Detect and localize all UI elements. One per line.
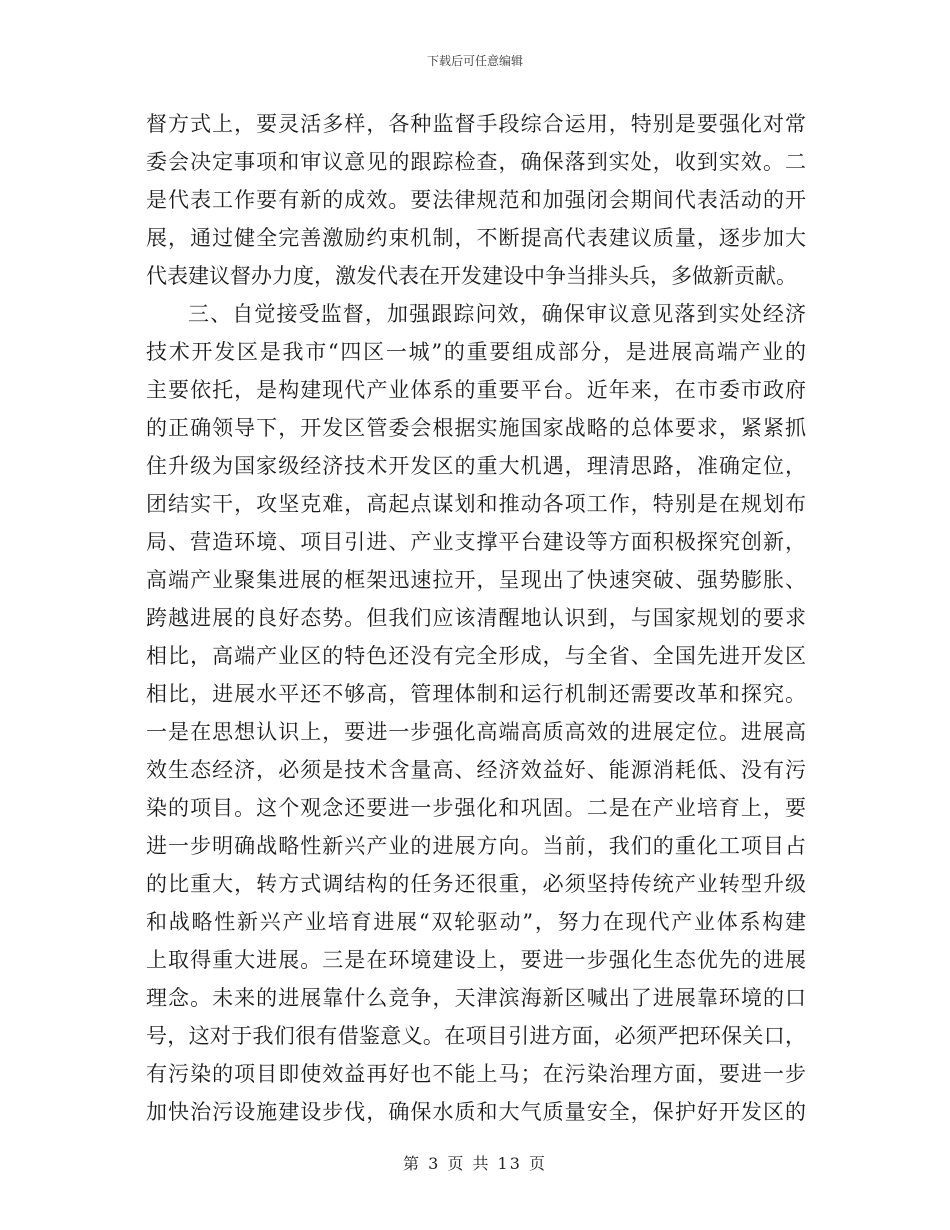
text-line: 局、营造环境、项目引进、产业支撑平台建设等方面积极探究创新， [146,530,806,554]
document-body [146,105,806,1131]
text-line: 技术开发区是我市“四区一城”的重要组成部分，是进展高端产业的 [146,340,806,364]
text-line: 三、自觉接受监督，加强跟踪问效，确保审议意见落到实处经济 [188,302,806,326]
text-line: 高端产业聚集进展的框架迅速拉开，呈现出了快速突破、强势膨胀、 [146,568,806,592]
text-line: 和战略性新兴产业培育进展“双轮驱动”，努力在现代产业体系构建 [146,910,806,934]
text-line: 上取得重大进展。三是在环境建设上，要进一步强化生态优先的进展 [146,948,806,972]
text-line: 有污染的项目即使效益再好也不能上马；在污染治理方面，要进一步 [146,1062,806,1086]
page-number: 第 3 页 共 13 页 [403,1154,547,1173]
text-line: 的比重大，转方式调结构的任务还很重，必须坚持传统产业转型升级 [146,872,806,896]
text-line: 一是在思想认识上，要进一步强化高端高质高效的进展定位。进展高 [146,720,806,744]
text-line: 染的项目。这个观念还要进一步强化和巩固。二是在产业培育上，要 [146,796,806,820]
text-line: 加快治污设施建设步伐，确保水质和大气质量安全，保护好开发区的 [146,1100,806,1124]
page-header: 下载后可任意编辑 [426,54,523,68]
text-line: 相比，高端产业区的特色还没有完全形成，与全省、全国先进开发区 [146,644,806,668]
text-line: 效生态经济，必须是技术含量高、经济效益好、能源消耗低、没有污 [146,758,806,782]
text-line: 进一步明确战略性新兴产业的进展方向。当前，我们的重化工项目占 [146,834,806,858]
text-line: 的正确领导下，开发区管委会根据实施国家战略的总体要求，紧紧抓 [146,416,806,440]
text-line: 展，通过健全完善激励约束机制，不断提高代表建议质量，逐步加大 [146,226,806,250]
text-line: 相比，进展水平还不够高，管理体制和运行机制还需要改革和探究。 [146,682,806,706]
text-line: 督方式上，要灵活多样，各种监督手段综合运用，特别是要强化对常 [146,112,806,136]
text-line: 委会决定事项和审议意见的跟踪检查，确保落到实处，收到实效。二 [146,150,806,174]
text-line: 主要依托，是构建现代产业体系的重要平台。近年来，在市委市政府 [146,378,806,402]
text-line: 代表建议督办力度，激发代表在开发建设中争当排头兵，多做新贡献。 [146,264,797,288]
text-line: 号，这对于我们很有借鉴意义。在项目引进方面，必须严把环保关口， [146,1024,806,1048]
text-line: 是代表工作要有新的成效。要法律规范和加强闭会期间代表活动的开 [146,188,806,212]
text-line: 跨越进展的良好态势。但我们应该清醒地认识到，与国家规划的要求 [146,606,806,630]
text-line: 住升级为国家级经济技术开发区的重大机遇，理清思路，准确定位， [146,454,806,478]
text-line: 理念。未来的进展靠什么竞争，天津滨海新区喊出了进展靠环境的口 [146,986,806,1010]
text-line: 团结实干，攻坚克难，高起点谋划和推动各项工作，特别是在规划布 [146,492,806,516]
